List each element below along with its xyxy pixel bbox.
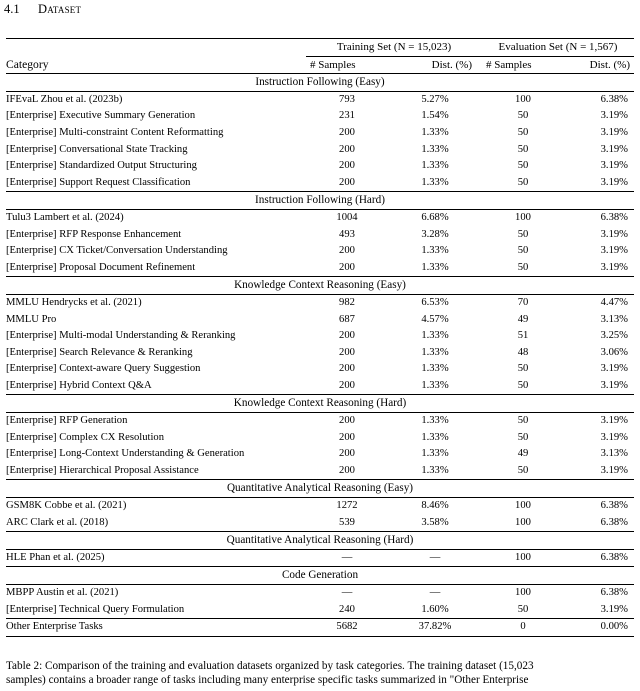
row-eval-dist: 6.38%	[564, 549, 634, 567]
row-train-dist: 1.33%	[421, 379, 449, 391]
row-eval-dist: 3.06%	[600, 346, 628, 358]
row-eval-dist: 6.38%	[600, 516, 628, 528]
row-train-samples: 539	[339, 516, 355, 528]
row-eval-dist: 3.25%	[600, 330, 628, 342]
table-row	[6, 209, 634, 226]
row-train-samples: 200	[339, 448, 355, 460]
column-header-category: Category	[6, 39, 306, 74]
row-train-dist: 1.33%	[421, 261, 449, 273]
row-train-dist: 3.58%	[421, 516, 449, 528]
row-dataset-name: [Enterprise] Technical Query Formulation	[6, 603, 185, 615]
row-eval-samples: 49	[517, 313, 529, 325]
table-row	[6, 158, 634, 175]
row-eval-samples: 50	[517, 143, 529, 155]
row-train-dist: 6.68%	[388, 209, 482, 226]
table-row	[6, 378, 634, 395]
row-dataset-name: GSM8K Cobbe et al. (2021)	[6, 498, 306, 515]
row-dataset-name: MMLU Pro	[6, 313, 57, 325]
row-train-dist: 1.33%	[421, 448, 449, 460]
row-dataset-name: MBPP Austin et al. (2021)	[6, 585, 306, 602]
row-train-dist: 1.33%	[421, 126, 449, 138]
row-train-samples: 687	[339, 313, 355, 325]
row-eval-dist: 3.19%	[600, 603, 628, 615]
row-eval-samples: 48	[517, 346, 529, 358]
table-caption	[6, 660, 634, 687]
table-row	[6, 549, 634, 567]
row-train-dist: 1.33%	[421, 363, 449, 375]
table-row	[6, 243, 634, 260]
row-dataset-name: [Enterprise] Multi-modal Understanding & Reranking	[6, 330, 236, 342]
table-row	[6, 142, 634, 159]
table-row	[6, 175, 634, 192]
row-train-samples: 493	[339, 228, 355, 240]
caption-line-1: Table 2: Comparison of the training and evaluation datasets organized by task categories. The training dataset (15,023	[6, 660, 534, 672]
row-train-dist: —	[388, 549, 482, 567]
row-train-samples: 200	[339, 346, 355, 358]
row-eval-samples: 50	[517, 363, 529, 375]
row-eval-dist: 3.19%	[600, 110, 628, 122]
section-header-row	[6, 395, 634, 413]
row-eval-samples: 100	[482, 549, 564, 567]
table-row	[6, 108, 634, 125]
row-dataset-name: IFEvaL Zhou et al. (2023b)	[6, 91, 306, 108]
row-dataset-name: [Enterprise] Long-Context Understanding & Generation	[6, 448, 245, 460]
row-dataset-name: [Enterprise] Standardized Output Structuring	[6, 160, 197, 172]
row-eval-samples: 100	[482, 498, 564, 515]
row-dataset-name: HLE Phan et al. (2025)	[6, 549, 306, 567]
row-train-samples: 5682	[306, 619, 388, 637]
table-row	[6, 328, 634, 345]
row-eval-dist: 3.19%	[600, 228, 628, 240]
row-dataset-name: [Enterprise] Hierarchical Proposal Assistance	[6, 464, 199, 476]
row-eval-dist: 3.19%	[600, 160, 628, 172]
row-train-samples: 200	[339, 245, 355, 257]
row-eval-samples: 51	[517, 330, 529, 342]
row-eval-samples: 50	[517, 126, 529, 138]
table-2	[6, 38, 634, 637]
row-eval-samples: 70	[482, 294, 564, 311]
row-train-dist: 1.33%	[421, 346, 449, 358]
row-eval-dist: 6.38%	[564, 498, 634, 515]
column-header-eval-samples: # Samples	[486, 58, 532, 71]
row-eval-dist: 3.19%	[600, 431, 628, 443]
row-train-samples: 200	[339, 143, 355, 155]
row-eval-dist: 3.19%	[600, 126, 628, 138]
row-dataset-name: [Enterprise] Proposal Document Refinement	[6, 261, 196, 273]
row-eval-samples: 100	[515, 516, 531, 528]
row-dataset-name: MMLU Hendrycks et al. (2021)	[6, 294, 306, 311]
row-train-samples: 200	[339, 330, 355, 342]
row-eval-samples: 50	[517, 245, 529, 257]
table-row	[6, 125, 634, 142]
row-train-dist: 1.33%	[421, 464, 449, 476]
row-train-dist: 1.33%	[388, 413, 482, 430]
row-eval-dist: 3.19%	[600, 143, 628, 155]
row-dataset-name: [Enterprise] CX Ticket/Conversation Understanding	[6, 245, 228, 257]
row-eval-dist: 3.19%	[564, 413, 634, 430]
row-train-samples: 200	[339, 261, 355, 273]
row-dataset-name: ARC Clark et al. (2018)	[6, 516, 109, 528]
section-title-6: Code Generation	[6, 567, 634, 585]
row-train-samples: 200	[339, 160, 355, 172]
row-eval-dist: 3.19%	[600, 363, 628, 375]
section-title-3: Knowledge Context Reasoning (Hard)	[6, 395, 634, 413]
row-eval-dist: 3.19%	[600, 464, 628, 476]
row-eval-dist: 3.13%	[600, 313, 628, 325]
row-eval-dist: 6.38%	[564, 209, 634, 226]
row-train-dist: 1.33%	[421, 431, 449, 443]
row-train-samples: 982	[306, 294, 388, 311]
row-train-dist: 1.33%	[421, 176, 449, 188]
row-train-samples: 231	[339, 110, 355, 122]
table-row	[6, 312, 634, 329]
row-eval-samples: 100	[482, 209, 564, 226]
row-train-dist: 8.46%	[388, 498, 482, 515]
table-row	[6, 413, 634, 430]
row-eval-samples: 50	[517, 261, 529, 273]
row-eval-samples: 100	[482, 91, 564, 108]
row-eval-samples: 0	[482, 619, 564, 637]
section-header-row	[6, 532, 634, 550]
row-train-dist: 4.57%	[421, 313, 449, 325]
row-train-samples: —	[306, 585, 388, 602]
section-number: 4.1	[4, 2, 20, 16]
row-train-samples: 200	[339, 431, 355, 443]
row-eval-dist: 0.00%	[564, 619, 634, 637]
row-train-dist: 1.33%	[421, 160, 449, 172]
row-eval-samples: 50	[517, 431, 529, 443]
column-header-eval-dist: Dist. (%)	[589, 58, 630, 71]
row-train-samples: 200	[339, 126, 355, 138]
row-dataset-name: [Enterprise] Hybrid Context Q&A	[6, 379, 152, 391]
row-eval-samples: 50	[482, 413, 564, 430]
section-header-row	[6, 74, 634, 92]
row-train-samples: 793	[306, 91, 388, 108]
table-row	[6, 463, 634, 480]
column-group-header-evaluation: Evaluation Set (N = 1,567)	[482, 39, 634, 57]
row-train-samples: —	[306, 549, 388, 567]
row-train-dist: 1.33%	[421, 143, 449, 155]
section-title-5: Quantitative Analytical Reasoning (Hard)	[6, 532, 634, 550]
section-header-row	[6, 192, 634, 210]
row-train-dist: 1.60%	[421, 603, 449, 615]
row-eval-dist: 6.38%	[564, 585, 634, 602]
section-title-2: Knowledge Context Reasoning (Easy)	[6, 277, 634, 295]
table-row-other-enterprise	[6, 619, 634, 637]
row-dataset-name: [Enterprise] Executive Summary Generation	[6, 110, 196, 122]
table-row	[6, 430, 634, 447]
row-eval-dist: 6.38%	[564, 91, 634, 108]
row-eval-samples: 50	[517, 228, 529, 240]
dataset-comparison-table	[6, 38, 634, 637]
table-row	[6, 515, 634, 532]
caption-line-2: samples) contains a broader range of tasks including many enterprise specific tasks summarized in "Other Enterprise	[6, 673, 529, 686]
row-eval-dist: 3.19%	[600, 261, 628, 273]
row-eval-dist: 3.19%	[600, 245, 628, 257]
row-dataset-name: [Enterprise] Multi-constraint Content Reformatting	[6, 126, 224, 138]
table-row	[6, 446, 634, 463]
section-header-row	[6, 277, 634, 295]
row-train-samples: 1272	[306, 498, 388, 515]
row-train-samples: 200	[339, 464, 355, 476]
table-row	[6, 361, 634, 378]
section-title: Dataset	[38, 2, 82, 16]
table-row	[6, 585, 634, 602]
row-eval-dist: 3.13%	[600, 448, 628, 460]
row-eval-samples: 50	[517, 160, 529, 172]
row-eval-dist: 4.47%	[564, 294, 634, 311]
row-eval-samples: 50	[517, 176, 529, 188]
row-train-dist: 1.54%	[421, 110, 449, 122]
column-header-train-samples: # Samples	[310, 58, 356, 71]
row-dataset-name: Other Enterprise Tasks	[6, 619, 306, 637]
row-dataset-name: [Enterprise] Support Request Classification	[6, 176, 191, 188]
table-row	[6, 91, 634, 108]
row-dataset-name: [Enterprise] RFP Generation	[6, 413, 306, 430]
row-dataset-name: [Enterprise] Search Relevance & Reranking	[6, 346, 193, 358]
row-dataset-name: [Enterprise] RFP Response Enhancement	[6, 228, 182, 240]
row-dataset-name: [Enterprise] Complex CX Resolution	[6, 431, 165, 443]
column-group-header-training: Training Set (N = 15,023)	[306, 39, 482, 57]
row-dataset-name: [Enterprise] Conversational State Tracking	[6, 143, 188, 155]
row-train-dist: 37.82%	[388, 619, 482, 637]
row-train-samples: 200	[339, 176, 355, 188]
row-train-samples: 240	[339, 603, 355, 615]
row-train-samples: 200	[339, 379, 355, 391]
row-train-dist: 6.53%	[388, 294, 482, 311]
row-dataset-name: Tulu3 Lambert et al. (2024)	[6, 209, 306, 226]
row-eval-samples: 50	[517, 110, 529, 122]
table-row	[6, 227, 634, 244]
section-header-row	[6, 480, 634, 498]
row-train-dist: —	[388, 585, 482, 602]
section-header-row	[6, 567, 634, 585]
table-row	[6, 602, 634, 619]
row-train-samples: 1004	[306, 209, 388, 226]
row-eval-dist: 3.19%	[600, 176, 628, 188]
section-heading	[4, 2, 81, 17]
section-title-0: Instruction Following (Easy)	[6, 74, 634, 92]
row-eval-samples: 50	[517, 464, 529, 476]
table-row	[6, 260, 634, 277]
row-eval-samples: 49	[517, 448, 529, 460]
row-train-dist: 1.33%	[421, 245, 449, 257]
table-header-row-groups	[6, 39, 634, 57]
row-eval-dist: 3.19%	[600, 379, 628, 391]
section-title-1: Instruction Following (Hard)	[6, 192, 634, 210]
section-title-4: Quantitative Analytical Reasoning (Easy)	[6, 480, 634, 498]
column-header-train-dist: Dist. (%)	[431, 58, 472, 71]
table-row	[6, 345, 634, 362]
row-eval-samples: 50	[517, 379, 529, 391]
row-eval-samples: 50	[517, 603, 529, 615]
row-eval-samples: 100	[482, 585, 564, 602]
row-train-dist: 1.33%	[421, 330, 449, 342]
table-row	[6, 294, 634, 311]
row-dataset-name: [Enterprise] Context-aware Query Suggestion	[6, 363, 201, 375]
row-train-dist: 3.28%	[421, 228, 449, 240]
row-train-dist: 5.27%	[388, 91, 482, 108]
table-row	[6, 498, 634, 515]
row-train-samples: 200	[306, 413, 388, 430]
row-train-samples: 200	[339, 363, 355, 375]
